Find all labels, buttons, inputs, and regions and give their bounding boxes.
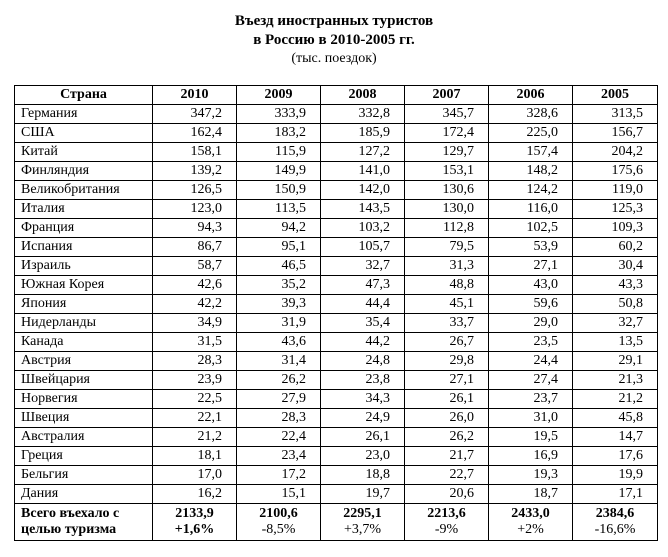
value-cell: 102,5 bbox=[489, 219, 573, 238]
value-cell: 45,1 bbox=[405, 295, 489, 314]
value-cell: 33,7 bbox=[405, 314, 489, 333]
total-value-cell bbox=[153, 504, 237, 541]
value-cell: 113,5 bbox=[237, 200, 321, 219]
value-cell: 172,4 bbox=[405, 124, 489, 143]
value-cell: 18,7 bbox=[489, 485, 573, 504]
value-cell: 31,9 bbox=[237, 314, 321, 333]
total-label-cell bbox=[15, 504, 153, 541]
value-cell: 22,4 bbox=[237, 428, 321, 447]
header-year: 2007 bbox=[405, 86, 489, 105]
table-row bbox=[15, 200, 658, 219]
value-cell: 32,7 bbox=[321, 257, 405, 276]
country-cell: Дания bbox=[15, 485, 153, 504]
country-cell: Австралия bbox=[15, 428, 153, 447]
country-cell: Финляндия bbox=[15, 162, 153, 181]
country-cell: Китай bbox=[15, 143, 153, 162]
value-cell: 31,5 bbox=[153, 333, 237, 352]
value-cell: 19,3 bbox=[489, 466, 573, 485]
country-cell: Швейцария bbox=[15, 371, 153, 390]
country-cell: Нидерланды bbox=[15, 314, 153, 333]
value-cell: 46,5 bbox=[237, 257, 321, 276]
value-cell: 17,0 bbox=[153, 466, 237, 485]
total-value-cell bbox=[321, 504, 405, 541]
value-cell: 14,7 bbox=[573, 428, 658, 447]
table-row bbox=[15, 409, 658, 428]
value-cell: 130,0 bbox=[405, 200, 489, 219]
value-cell: 24,4 bbox=[489, 352, 573, 371]
value-cell: 103,2 bbox=[321, 219, 405, 238]
title-block bbox=[0, 12, 668, 68]
header-year: 2008 bbox=[321, 86, 405, 105]
value-cell: 26,0 bbox=[405, 409, 489, 428]
value-cell: 127,2 bbox=[321, 143, 405, 162]
total-row bbox=[15, 504, 658, 541]
value-cell: 43,0 bbox=[489, 276, 573, 295]
units-subtitle: (тыс. поездок) bbox=[291, 51, 377, 66]
value-cell: 125,3 bbox=[573, 200, 658, 219]
value-cell: 35,4 bbox=[321, 314, 405, 333]
value-cell: 116,0 bbox=[489, 200, 573, 219]
total-value: 2213,6 bbox=[427, 506, 466, 521]
table-row bbox=[15, 162, 658, 181]
total-change: +3,7% bbox=[343, 522, 382, 537]
country-cell: Южная Корея bbox=[15, 276, 153, 295]
value-cell: 24,9 bbox=[321, 409, 405, 428]
total-label-line1: Всего въехало с bbox=[21, 506, 120, 521]
value-cell: 183,2 bbox=[237, 124, 321, 143]
value-cell: 204,2 bbox=[573, 143, 658, 162]
table-row bbox=[15, 371, 658, 390]
value-cell: 86,7 bbox=[153, 238, 237, 257]
total-change: +2% bbox=[517, 522, 544, 537]
value-cell: 126,5 bbox=[153, 181, 237, 200]
total-change: -16,6% bbox=[594, 522, 636, 537]
total-value-cell bbox=[489, 504, 573, 541]
value-cell: 13,5 bbox=[573, 333, 658, 352]
table-row bbox=[15, 257, 658, 276]
value-cell: 109,3 bbox=[573, 219, 658, 238]
value-cell: 39,3 bbox=[237, 295, 321, 314]
value-cell: 22,7 bbox=[405, 466, 489, 485]
value-cell: 31,3 bbox=[405, 257, 489, 276]
total-value: 2384,6 bbox=[595, 506, 635, 521]
value-cell: 32,7 bbox=[573, 314, 658, 333]
table-row bbox=[15, 352, 658, 371]
country-cell: Испания bbox=[15, 238, 153, 257]
value-cell: 19,7 bbox=[321, 485, 405, 504]
value-cell: 42,6 bbox=[153, 276, 237, 295]
value-cell: 31,0 bbox=[489, 409, 573, 428]
value-cell: 17,2 bbox=[237, 466, 321, 485]
value-cell: 28,3 bbox=[237, 409, 321, 428]
value-cell: 347,2 bbox=[153, 105, 237, 124]
value-cell: 58,7 bbox=[153, 257, 237, 276]
country-cell: Германия bbox=[15, 105, 153, 124]
value-cell: 34,9 bbox=[153, 314, 237, 333]
total-value-cell bbox=[573, 504, 658, 541]
table-row bbox=[15, 447, 658, 466]
table-row bbox=[15, 390, 658, 409]
value-cell: 141,0 bbox=[321, 162, 405, 181]
total-value-cell bbox=[405, 504, 489, 541]
table-row bbox=[15, 314, 658, 333]
table-row bbox=[15, 428, 658, 447]
tourism-table bbox=[14, 85, 658, 541]
value-cell: 21,3 bbox=[573, 371, 658, 390]
value-cell: 148,2 bbox=[489, 162, 573, 181]
table-row bbox=[15, 333, 658, 352]
country-cell: Япония bbox=[15, 295, 153, 314]
value-cell: 20,6 bbox=[405, 485, 489, 504]
value-cell: 19,9 bbox=[573, 466, 658, 485]
value-cell: 27,1 bbox=[489, 257, 573, 276]
value-cell: 142,0 bbox=[321, 181, 405, 200]
header-country: Страна bbox=[15, 86, 153, 105]
value-cell: 112,8 bbox=[405, 219, 489, 238]
total-value: 2295,1 bbox=[343, 506, 382, 521]
value-cell: 27,1 bbox=[405, 371, 489, 390]
value-cell: 24,8 bbox=[321, 352, 405, 371]
value-cell: 22,5 bbox=[153, 390, 237, 409]
table-row bbox=[15, 295, 658, 314]
value-cell: 53,9 bbox=[489, 238, 573, 257]
value-cell: 17,6 bbox=[573, 447, 658, 466]
value-cell: 156,7 bbox=[573, 124, 658, 143]
value-cell: 119,0 bbox=[573, 181, 658, 200]
country-cell: Швеция bbox=[15, 409, 153, 428]
country-cell: Великобритания bbox=[15, 181, 153, 200]
value-cell: 27,4 bbox=[489, 371, 573, 390]
value-cell: 15,1 bbox=[237, 485, 321, 504]
total-change: -8,5% bbox=[261, 522, 296, 537]
country-cell: США bbox=[15, 124, 153, 143]
value-cell: 23,5 bbox=[489, 333, 573, 352]
total-change: +1,6% bbox=[174, 522, 215, 537]
value-cell: 21,2 bbox=[153, 428, 237, 447]
table-row bbox=[15, 238, 658, 257]
value-cell: 23,7 bbox=[489, 390, 573, 409]
value-cell: 150,9 bbox=[237, 181, 321, 200]
value-cell: 175,6 bbox=[573, 162, 658, 181]
value-cell: 18,8 bbox=[321, 466, 405, 485]
value-cell: 22,1 bbox=[153, 409, 237, 428]
value-cell: 157,4 bbox=[489, 143, 573, 162]
value-cell: 43,6 bbox=[237, 333, 321, 352]
value-cell: 48,8 bbox=[405, 276, 489, 295]
value-cell: 162,4 bbox=[153, 124, 237, 143]
header-year: 2009 bbox=[237, 86, 321, 105]
value-cell: 47,3 bbox=[321, 276, 405, 295]
value-cell: 29,0 bbox=[489, 314, 573, 333]
value-cell: 23,8 bbox=[321, 371, 405, 390]
value-cell: 26,2 bbox=[237, 371, 321, 390]
country-cell: Канада bbox=[15, 333, 153, 352]
header-row bbox=[15, 86, 658, 105]
value-cell: 21,2 bbox=[573, 390, 658, 409]
value-cell: 59,6 bbox=[489, 295, 573, 314]
value-cell: 26,7 bbox=[405, 333, 489, 352]
table-row bbox=[15, 181, 658, 200]
total-value-cell bbox=[237, 504, 321, 541]
value-cell: 18,1 bbox=[153, 447, 237, 466]
header-year: 2006 bbox=[489, 86, 573, 105]
value-cell: 333,9 bbox=[237, 105, 321, 124]
value-cell: 30,4 bbox=[573, 257, 658, 276]
total-value: 2133,9 bbox=[175, 506, 214, 521]
header-year: 2010 bbox=[153, 86, 237, 105]
page-title: Въезд иностранных туристов bbox=[234, 13, 434, 29]
value-cell: 19,5 bbox=[489, 428, 573, 447]
value-cell: 44,2 bbox=[321, 333, 405, 352]
value-cell: 130,6 bbox=[405, 181, 489, 200]
country-cell: Франция bbox=[15, 219, 153, 238]
value-cell: 21,7 bbox=[405, 447, 489, 466]
value-cell: 115,9 bbox=[237, 143, 321, 162]
country-cell: Израиль bbox=[15, 257, 153, 276]
table-body bbox=[15, 105, 658, 541]
value-cell: 23,0 bbox=[321, 447, 405, 466]
value-cell: 26,2 bbox=[405, 428, 489, 447]
value-cell: 143,5 bbox=[321, 200, 405, 219]
value-cell: 123,0 bbox=[153, 200, 237, 219]
table-row bbox=[15, 105, 658, 124]
country-cell: Греция bbox=[15, 447, 153, 466]
value-cell: 95,1 bbox=[237, 238, 321, 257]
value-cell: 149,9 bbox=[237, 162, 321, 181]
value-cell: 27,9 bbox=[237, 390, 321, 409]
value-cell: 26,1 bbox=[321, 428, 405, 447]
value-cell: 139,2 bbox=[153, 162, 237, 181]
value-cell: 105,7 bbox=[321, 238, 405, 257]
value-cell: 129,7 bbox=[405, 143, 489, 162]
value-cell: 43,3 bbox=[573, 276, 658, 295]
table-row bbox=[15, 276, 658, 295]
header-year: 2005 bbox=[573, 86, 658, 105]
total-change: -9% bbox=[434, 522, 459, 537]
value-cell: 28,3 bbox=[153, 352, 237, 371]
value-cell: 29,8 bbox=[405, 352, 489, 371]
value-cell: 225,0 bbox=[489, 124, 573, 143]
table-row bbox=[15, 219, 658, 238]
value-cell: 185,9 bbox=[321, 124, 405, 143]
value-cell: 345,7 bbox=[405, 105, 489, 124]
value-cell: 26,1 bbox=[405, 390, 489, 409]
value-cell: 44,4 bbox=[321, 295, 405, 314]
value-cell: 50,8 bbox=[573, 295, 658, 314]
value-cell: 16,2 bbox=[153, 485, 237, 504]
value-cell: 31,4 bbox=[237, 352, 321, 371]
table-row bbox=[15, 124, 658, 143]
value-cell: 328,6 bbox=[489, 105, 573, 124]
value-cell: 313,5 bbox=[573, 105, 658, 124]
value-cell: 16,9 bbox=[489, 447, 573, 466]
value-cell: 332,8 bbox=[321, 105, 405, 124]
country-cell: Бельгия bbox=[15, 466, 153, 485]
value-cell: 17,1 bbox=[573, 485, 658, 504]
value-cell: 23,9 bbox=[153, 371, 237, 390]
table-row bbox=[15, 485, 658, 504]
country-cell: Италия bbox=[15, 200, 153, 219]
page-title-line2: в Россию в 2010-2005 гг. bbox=[253, 32, 415, 48]
country-cell: Австрия bbox=[15, 352, 153, 371]
value-cell: 42,2 bbox=[153, 295, 237, 314]
value-cell: 45,8 bbox=[573, 409, 658, 428]
total-value: 2100,6 bbox=[259, 506, 298, 521]
value-cell: 94,3 bbox=[153, 219, 237, 238]
table-row bbox=[15, 143, 658, 162]
value-cell: 158,1 bbox=[153, 143, 237, 162]
value-cell: 60,2 bbox=[573, 238, 658, 257]
country-cell: Норвегия bbox=[15, 390, 153, 409]
value-cell: 23,4 bbox=[237, 447, 321, 466]
value-cell: 34,3 bbox=[321, 390, 405, 409]
value-cell: 153,1 bbox=[405, 162, 489, 181]
value-cell: 79,5 bbox=[405, 238, 489, 257]
total-label-line2: целью туризма bbox=[21, 522, 117, 537]
value-cell: 124,2 bbox=[489, 181, 573, 200]
value-cell: 29,1 bbox=[573, 352, 658, 371]
value-cell: 94,2 bbox=[237, 219, 321, 238]
table-row bbox=[15, 466, 658, 485]
value-cell: 35,2 bbox=[237, 276, 321, 295]
total-value: 2433,0 bbox=[511, 506, 550, 521]
